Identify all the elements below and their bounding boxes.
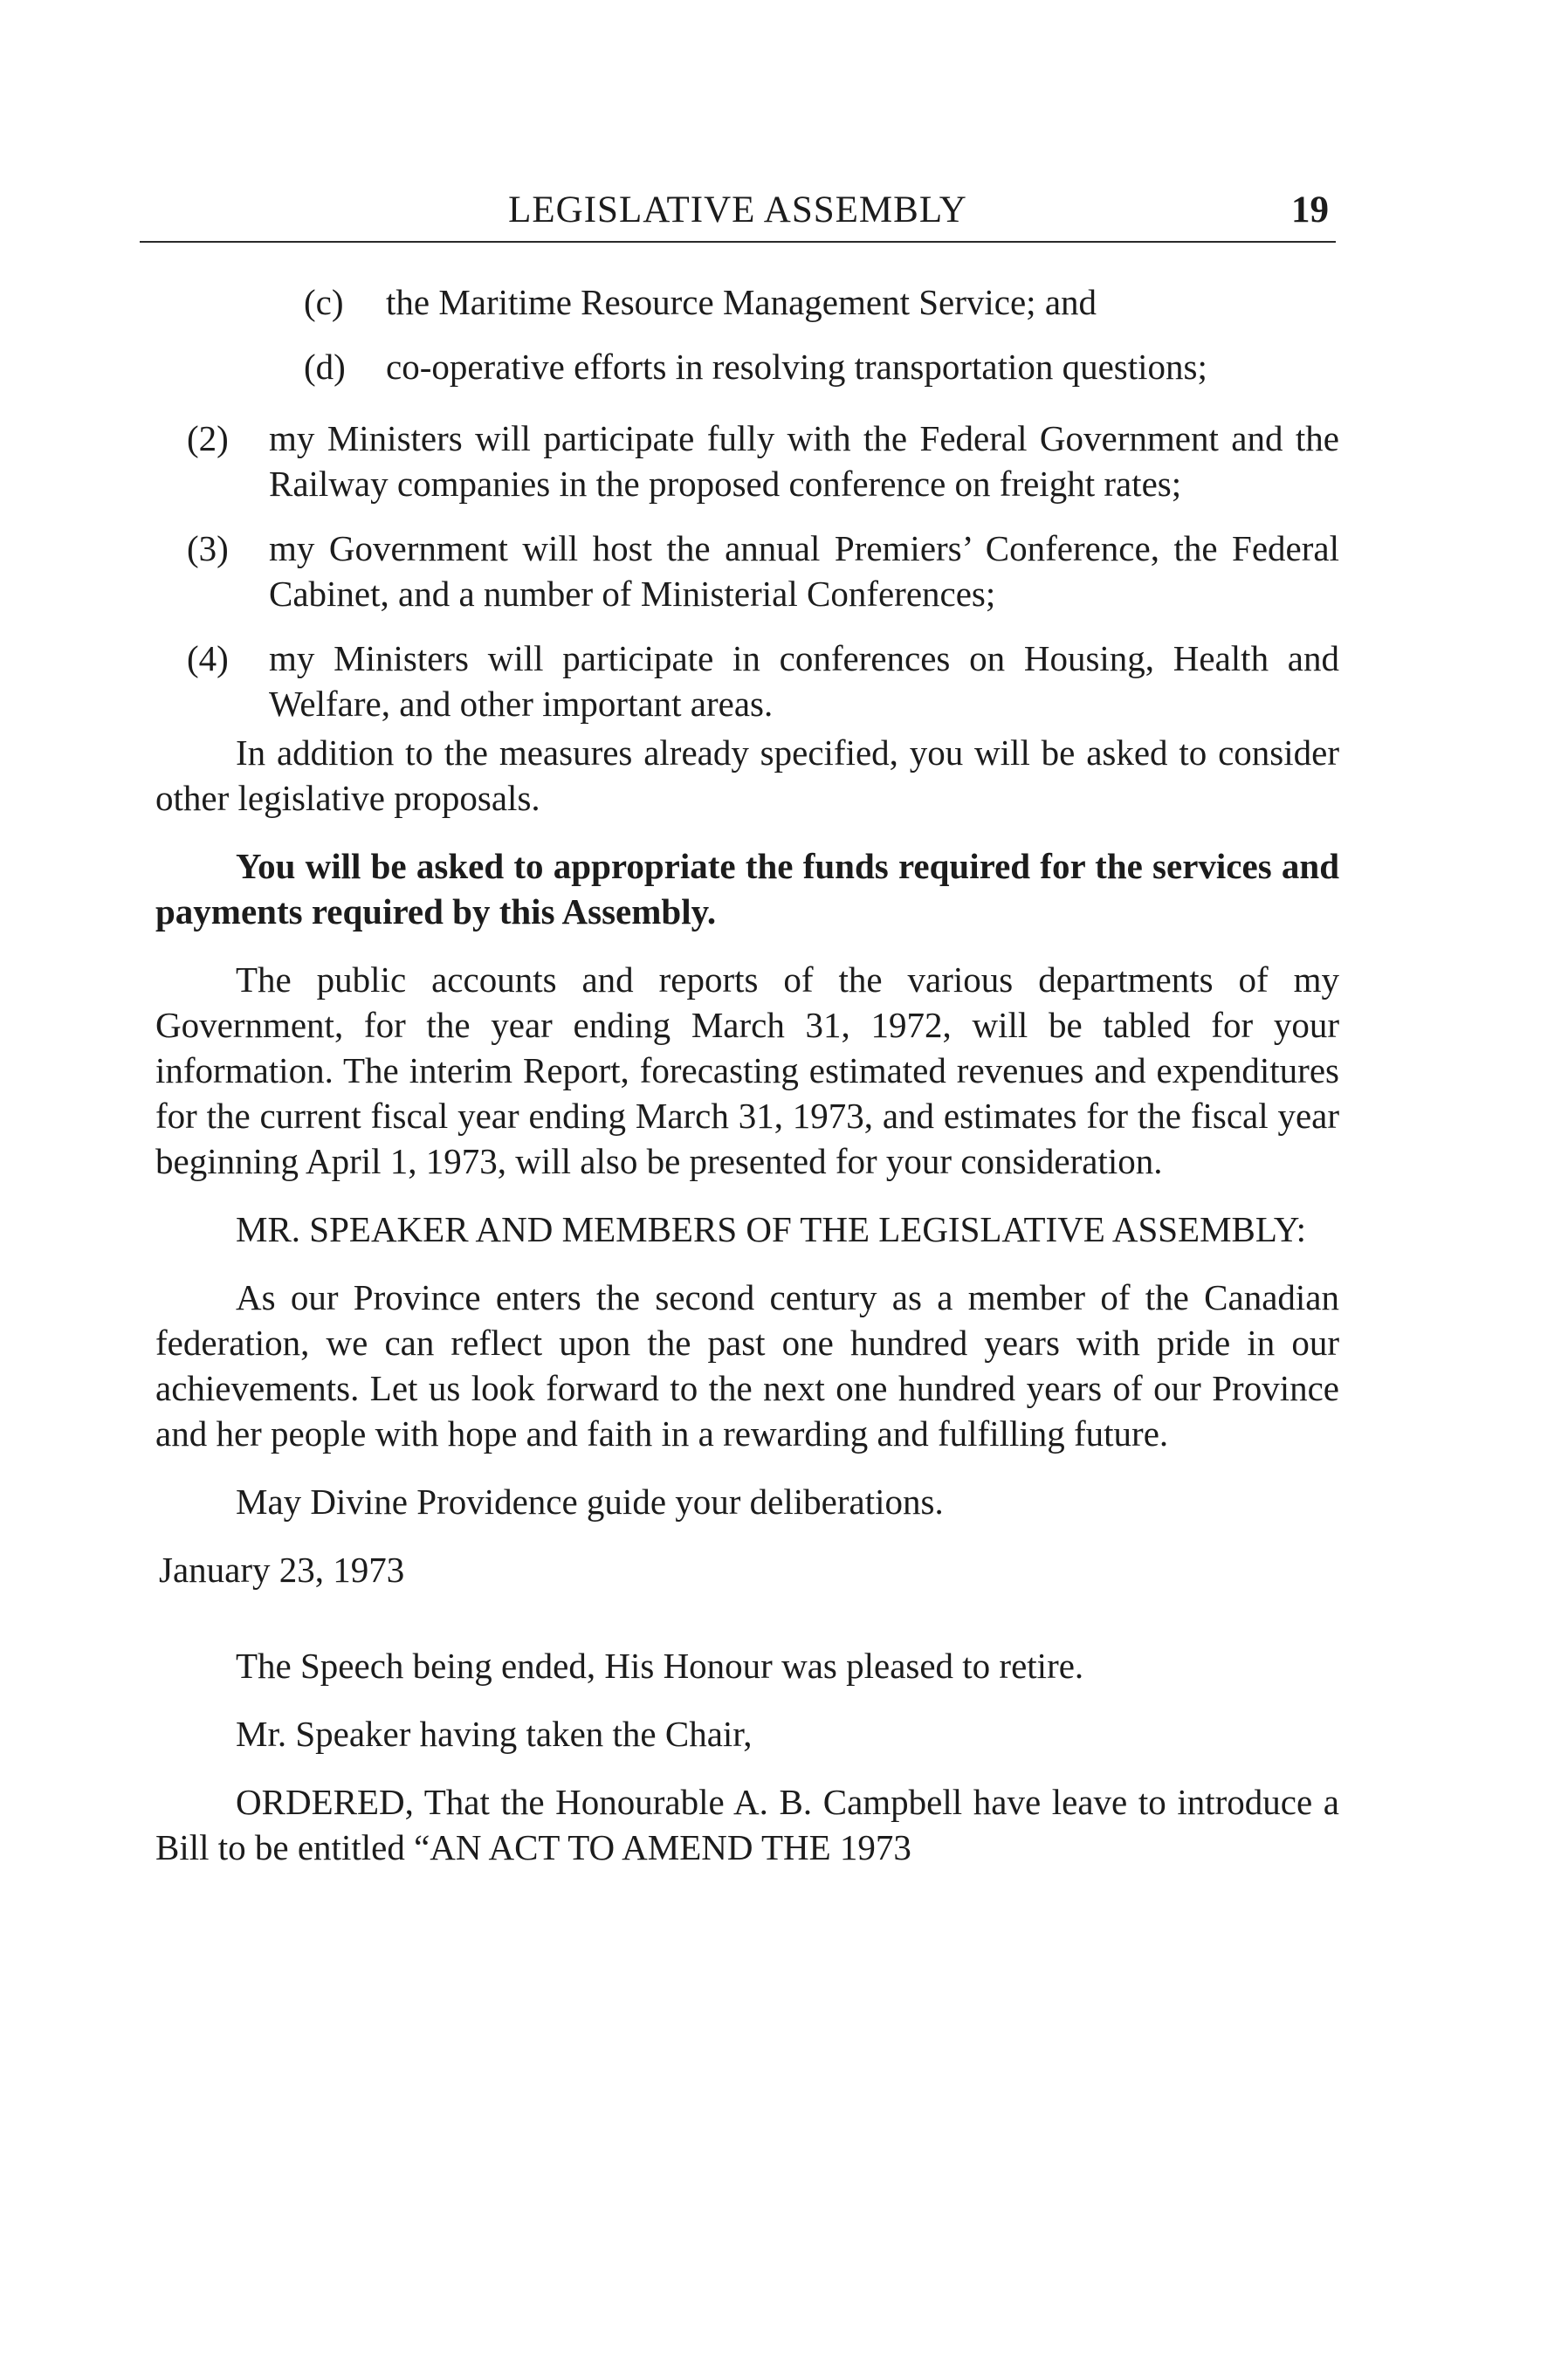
list-item-d [304, 344, 1339, 389]
paragraph-public-accounts: The public accounts and reports of the various departments of my Government, for the year ending March 31, 1972, will be tabled for your information. The interim Report, forecasting estimated revenues and expenditures for the current fiscal year ending March 31, 1973, and estimates for the fiscal year beginning April 1, 1973, will also be presented for your consideration. [155, 959, 1339, 1181]
list-item-text: my Ministers will participate in conferences on Housing, Health and Welfare, and other important areas. [269, 638, 1339, 724]
paragraph-additional-measures: In addition to the measures already specified, you will be asked to consider other legislative proposals. [155, 732, 1339, 818]
paragraph-second-century: As our Province enters the second century as a member of the Canadian federation, we can reflect upon the past one hundred years with pride in our achievements. Let us look forward to the next one hundred years of our Province and her people with hope and faith in a rewarding and fulfilling future. [155, 1277, 1339, 1454]
list-item-label: (c) [304, 282, 344, 322]
list-item-label: (d) [304, 347, 346, 387]
paragraph-speaker-chair: Mr. Speaker having taken the Chair, [236, 1714, 753, 1754]
list-item-3 [187, 526, 1339, 616]
list-item-text: my Ministers will participate fully with the Federal Government and the Railway companies in the proposed conference on freight rates; [269, 418, 1339, 504]
list-item-label: (2) [187, 418, 229, 458]
running-title: LEGISLATIVE ASSEMBLY [508, 189, 967, 230]
list-item-text: my Government will host the annual Premiers’ Conference, the Federal Cabinet, and a number of Ministerial Conferences; [269, 528, 1339, 614]
list-item-2 [187, 416, 1339, 506]
page-body [155, 279, 1339, 1893]
list-item-label: (4) [187, 638, 229, 678]
paragraph-appropriate-funds: You will be asked to appropriate the funds required for the services and payments required by this Assembly. [155, 846, 1339, 932]
page-header [140, 189, 1336, 243]
speech-date: January 23, 1973 [159, 1550, 405, 1590]
paragraph-speech-ended: The Speech being ended, His Honour was pleased to retire. [236, 1646, 1084, 1686]
list-item-c [304, 279, 1339, 325]
list-item-text: the Maritime Resource Management Service; and [386, 282, 1097, 322]
list-item-text: co-operative efforts in resolving transportation questions; [386, 347, 1207, 387]
list-item-4 [187, 636, 1339, 726]
page-number: 19 [1291, 189, 1329, 230]
paragraph-divine-providence: May Divine Providence guide your deliberations. [236, 1482, 944, 1522]
paragraph-address: MR. SPEAKER AND MEMBERS OF THE LEGISLATIVE ASSEMBLY: [236, 1209, 1307, 1249]
list-item-label: (3) [187, 528, 229, 568]
paragraph-ordered: ORDERED, That the Honourable A. B. Campbell have leave to introduce a Bill to be entitled “AN ACT TO AMEND THE 1973 [155, 1782, 1339, 1867]
